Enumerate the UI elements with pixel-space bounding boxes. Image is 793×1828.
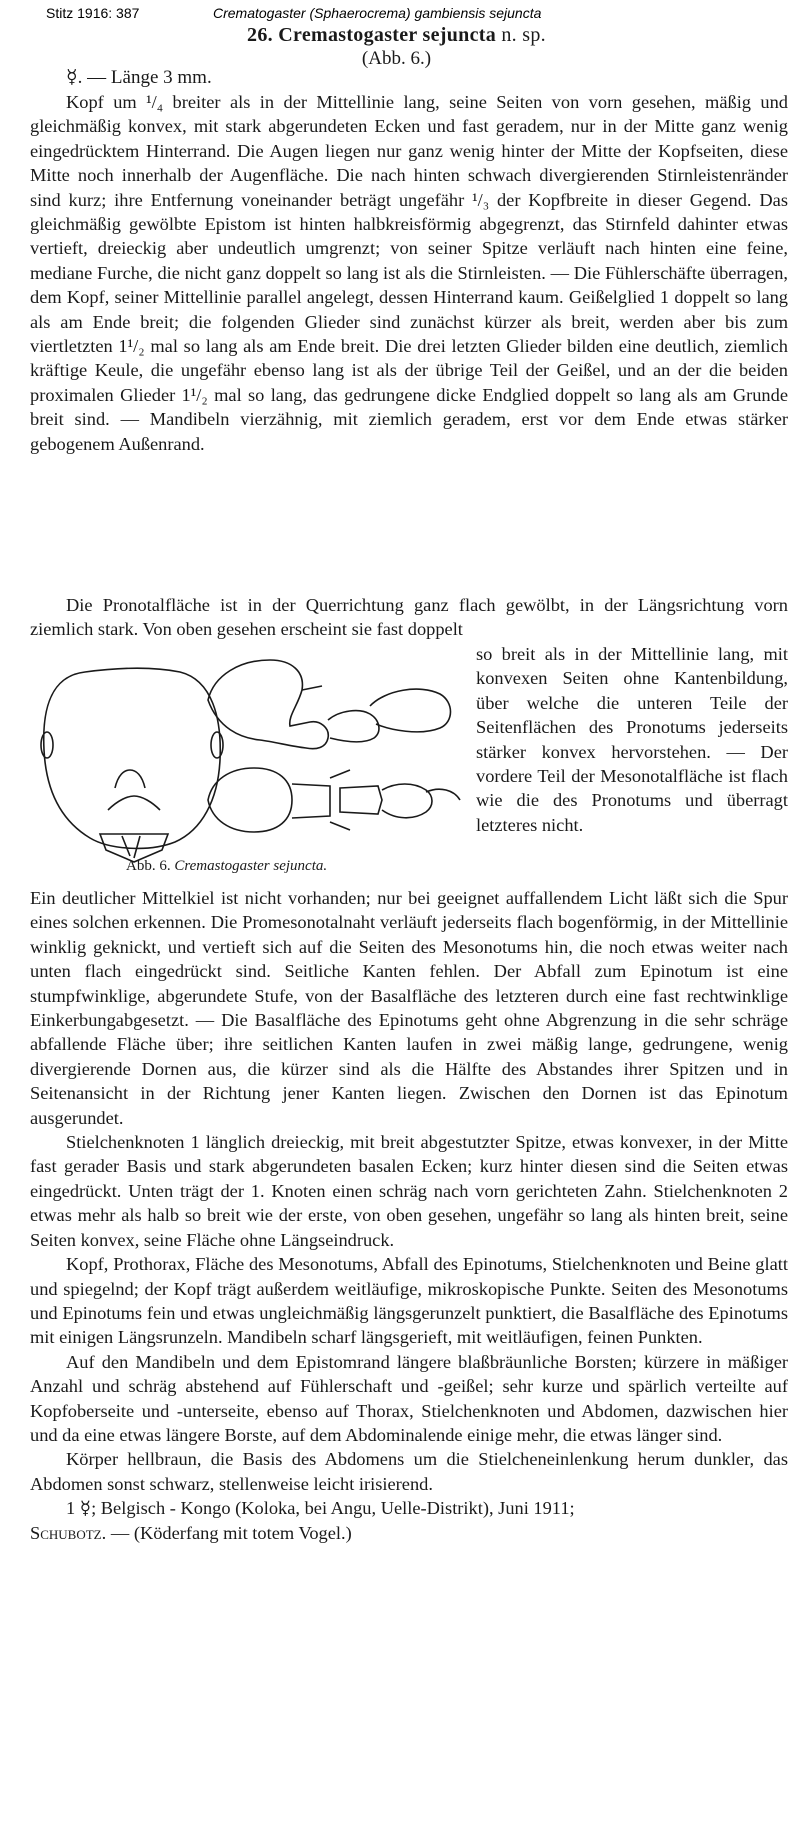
paragraph-sculpture: Kopf, Prothorax, Fläche des Mesonotums, Abfall des Epinotums, Stielchenknoten und Beine glatt und spiegelnd; der Kopf trägt außerdem weitläufige, mikroskopische Punkte. Seiten des Mesonotums und Epinotums fein und etwas ungleichmäßig längsgerunzelt punktiert, die Basalfläche des Epinotums mit einigen Längsrunzeln. Mandibeln scharf längsgerieft, mit weitläufigen, feinen Punkten. [30, 1254, 788, 1348]
paragraph-head: Kopf um ¹/₄ breiter als in der Mittellinie lang, seine Seiten von vorn gesehen, mäßig und gleichmäßig konvex, mit stark abgerundeten Ecken und fast geradem, nur in der Mitte ganz wenig eingedrücktem Hinterrand. Die Augen liegen nur ganz wenig hinter der Mitte der Kopfseiten, diese Mitte noch innerhalb der Augenfläche. Die nach hinten schwach divergierenden Stirnleistenränder sind kurz; ihre Entfernung voneinander beträgt ungefähr ¹/₃ der Kopfbreite in dieser Gegend. Das gleichmäßig gewölbte Epistom ist hinten halbkreisförmig abgegrenzt, das Stirnfeld dahinter etwas vertieft, dreieckig aber undeutlich umgrenzt; von seiner Spitze verläuft nach hinten eine feine, mediane Furche, die nicht ganz doppelt so lang ist als die Stirnleisten. — Die Fühlerschäfte überragen, dem Kopf, seiner Mittellinie parallel angelegt, dessen Hinterrand kaum. Geißelglied 1 doppelt so lang als am Ende breit; die folgenden Glieder sind zunächst kürzer als breit, werden aber bis zum viertletzten 1¹/₂ mal so lang als am Ende breit. Die drei letzten Glieder bilden eine deutlich, ziemlich kräftige Keule, die ungefähr ebenso lang ist als der übrige Teil der Geißel, und an der die beiden proximalen Glieder 1¹/₂ mal so lang, das gedrungene dicke Endglied doppelt so lang als am Grunde breit sind. — Mandibeln vierzähnig, mit ziemlich geradem, erst vor dem Ende etwas stärker gebogenem Außenrand. [30, 92, 788, 454]
figure-caption-name: Cremastogaster sejuncta. [174, 858, 328, 874]
head-description-block [30, 90, 788, 456]
paragraph-collector [30, 1521, 788, 1545]
paragraph-pronotum-side: so breit als in der Mittellinie lang, mit konvexen Seiten ohne Kantenbildung, über welche die unteren Teile der Seitenflächen des Pronotums jederseits stärker konvex hervorstehen. — Der vordere Teil der Mesonotalfläche ist flach wie die des Pronotums und überragt letzteres nicht. [476, 644, 788, 835]
paragraph-material: 1 ☿; Belgisch - Kongo (Koloka, bei Angu, Uelle-Distrikt), Juni 1911; [66, 1498, 575, 1519]
taxon-label: Crematogaster (Sphaerocrema) gambiensis sejuncta [213, 5, 542, 21]
species-name: Cremastogaster sejuncta [278, 24, 497, 46]
paragraph-pronotum-end: Ein deutlicher Mittelkiel ist nicht vorhanden; nur bei geeignet auffallendem Licht läßt sich die Spur eines solchen erkennen. Die Promesonotalnaht verläuft jederseits flach bogenförmig, in der Mittellinie winklig geknickt, und vertieft sich auf die Seiten des Mesonotums hin, die noch etwas weiter nach unten flach eingedrückt sind. Seitliche Kanten fehlen. Der Abfall zum Epinotum ist eine stumpfwinklige, abgerundete Stufe, von der Basalfläche des letzteren durch eine fast rechtwinklige Einkerbungabgesetzt. — Die Basalfläche des Epinotums geht ohne Abgrenzung in die sehr schräge abfallende Fläche über; ihre seitlichen Kanten laufen in zwei mäßig lange, gedrungene, wenig divergierende Dornen aus, die kürzer sind als die Hälfte des Abstandes ihrer Spitzen und in Seitenansicht in der Richtung jener Kanten liegen. Zwischen den Dornen ist das Epinotum ausgerundet. [30, 888, 788, 1128]
body-lateral-drawing [208, 660, 451, 749]
paragraph-pilosity: Auf den Mandibeln und dem Epistomrand längere blaßbräunliche Borsten; kürzere in mäßiger Anzahl und schräg abstehend auf Fühlerschaft und -geißel; sehr kurze und spärlich verteilte auf Kopfoberseite und -unterseite, ebenso auf Thorax, Stielchenknoten und Abdomen, dazwischen hier und da eine etwas längere Borste, auf dem Abdominalende einige mehr, die etwas länger sind. [30, 1351, 788, 1445]
pronotum-side-column [476, 642, 788, 837]
main-text-block [30, 886, 788, 1545]
paragraph-pronotum-start: Die Pronotalfläche ist in der Querrichtung ganz flach gewölbt, in der Längsrichtung vorn ziemlich stark. Von oben gesehen erscheint sie fast doppelt [30, 595, 788, 640]
pronotum-intro-block [30, 593, 788, 642]
figure-abb-6 [30, 650, 470, 882]
paragraph-petiole: Stielchenknoten 1 länglich dreieckig, mit breit abgestutzter Spitze, etwas konvexer, in der Mitte fast gerader Basis und stark abgerundeten basalen Ecken; kurz hinter diesen sind die Seiten etwas eingedrückt. Unten trägt der 1. Knoten einen schräg nach vorn gerichteten Zahn. Stielchenknoten 2 etwas mehr als halb so breit wie der erste, von oben gesehen, ungefähr so lang als hinten breit, seine Seiten konvex, seine Fläche ohne Längseindruck. [30, 1132, 788, 1250]
species-title [0, 24, 793, 47]
figure-reference: (Abb. 6.) [361, 48, 432, 69]
worker-length-line: ☿. — Länge 3 mm. [66, 67, 212, 88]
head-frontal-drawing [41, 668, 223, 862]
figure-caption-number: Abb. 6. [126, 858, 171, 874]
figure-caption [126, 858, 327, 875]
collector-note: — (Köderfang mit totem Vogel.) [110, 1522, 352, 1543]
species-status: n. sp. [501, 24, 546, 46]
species-number: 26. [247, 24, 273, 46]
citation-label: Stitz 1916: 387 [46, 5, 140, 21]
paragraph-color: Körper hellbraun, die Basis des Abdomens um die Stielcheneinlenkung herum dunkler, das Abdomen sonst schwarz, stellenweise leicht irisierend. [30, 1449, 788, 1494]
collector-name: Schubotz. [30, 1522, 107, 1543]
body-dorsal-drawing [208, 768, 460, 832]
